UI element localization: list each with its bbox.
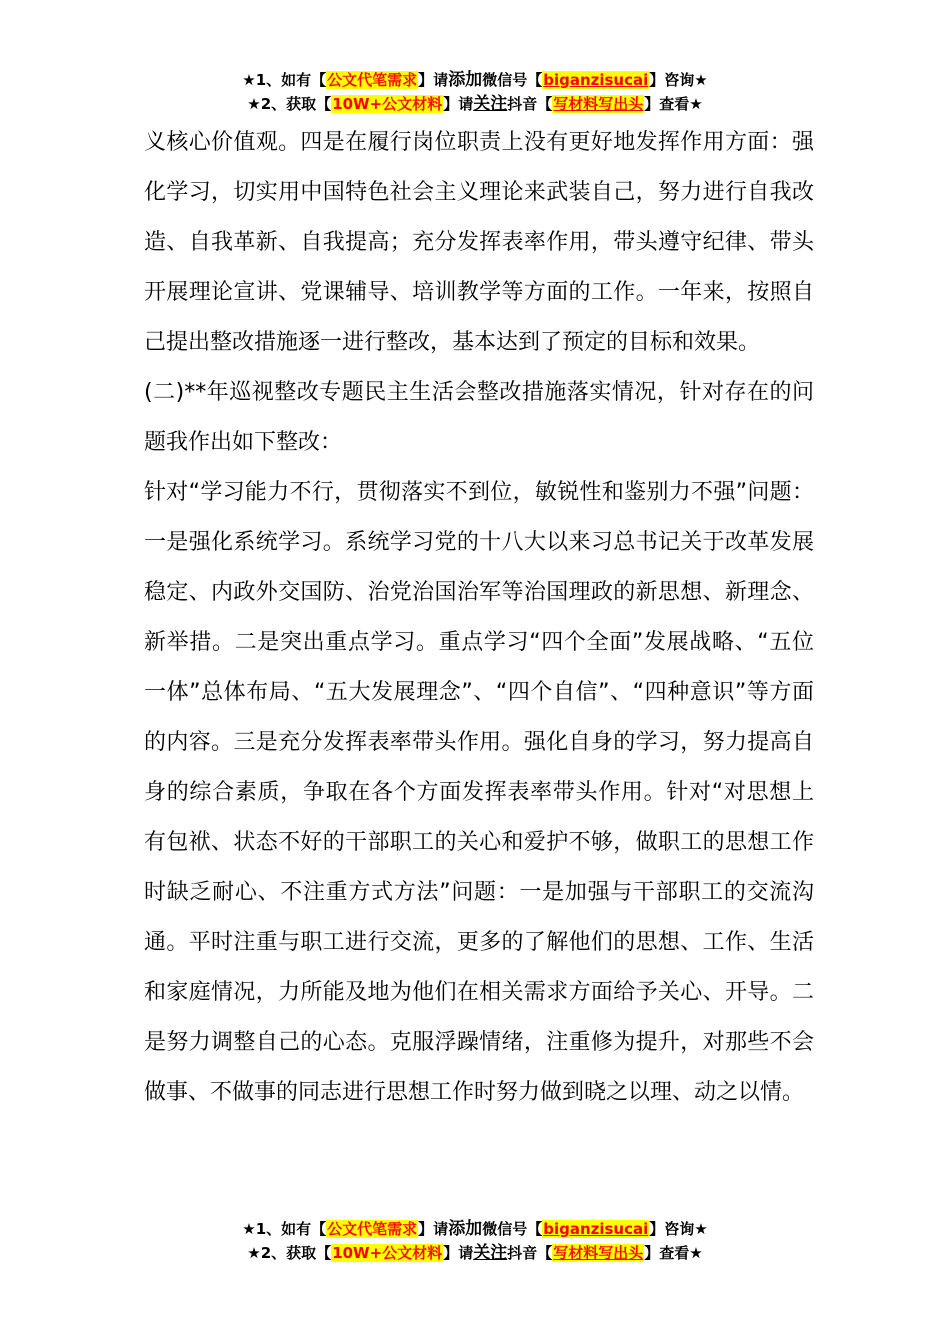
banner-line-2 — [0, 1241, 950, 1265]
banner-text: 】请 — [443, 1244, 474, 1262]
paragraph: 义核心价值观。四是在履行岗位职责上没有更好地发挥作用方面：强化学习，切实用中国特色社会主义理论来武装自己，努力进行自我改造、自我革新、自我提高；充分发挥表率作用，带头遵守纪律、带头开展理论宣讲、党课辅导、培训教学等方面的工作。一年来，按照自己提出整改措施逐一进行整改，基本达到了预定的目标和效果。 — [144, 130, 814, 355]
banner-text: 】请 — [418, 1220, 449, 1238]
banner-wechat-id: biganzisucai — [543, 71, 649, 89]
banner-line-1 — [0, 68, 950, 92]
banner-text: 】查看★ — [644, 1244, 703, 1262]
banner-emphasis: 关注 — [473, 94, 508, 114]
footer-banner — [0, 1217, 950, 1265]
banner-emphasis: 关注 — [473, 1243, 508, 1263]
banner-text: 抖音【 — [507, 95, 553, 113]
paragraph: 针对“学习能力不行，贯彻落实不到位，敏锐性和鉴别力不强”问题：一是强化系统学习。系统学习党的十八大以来习总书记关于改革发展稳定、内政外交国防、治党治国治军等治国理政的新思想、新理念、新举措。二是突出重点学习。重点学习“四个全面”发展战略、“五位一体”总体布局、“五大发展理念”、“四个自信”、“四种意识”等方面的内容。三是充分发挥表率带头作用。强化自身的学习，努力提高自身的综合素质，争取在各个方面发挥表率带头作用。针对“对思想上有包袱、状态不好的干部职工的关心和爱护不够，做职工的思想工作时缺乏耐心、不注重方式方法”问题：一是加强与干部职工的交流沟通。平时注重与职工进行交流，更多的了解他们的思想、工作、生活和家庭情况，力所能及地为他们在相关需求方面给予关心、开导。二是努力调整自己的心态。克服浮躁情绪，注重修为提升，对那些不会做事、不做事的同志进行思想工作时努力做到晓之以理、动之以情。 — [144, 480, 814, 1105]
banner-text: ★2、获取【 — [247, 95, 332, 113]
banner-highlight: 10W+公文材料 — [332, 1244, 443, 1262]
banner-text: 】查看★ — [644, 95, 703, 113]
banner-douyin-name: 写材料写出头 — [553, 1244, 644, 1262]
banner-text: 】咨询★ — [649, 71, 708, 89]
banner-emphasis: 添加 — [448, 1219, 483, 1239]
banner-wechat-id: biganzisucai — [543, 1220, 649, 1238]
banner-line-2 — [0, 92, 950, 116]
document-body — [144, 118, 814, 1118]
banner-text: ★1、如有【 — [242, 1220, 327, 1238]
banner-line-1 — [0, 1217, 950, 1241]
banner-emphasis: 添加 — [448, 70, 483, 90]
banner-text: ★1、如有【 — [242, 71, 327, 89]
banner-highlight: 10W+公文材料 — [332, 95, 443, 113]
banner-text: 抖音【 — [507, 1244, 553, 1262]
banner-text: 】请 — [418, 71, 449, 89]
paragraph: (二)**年巡视整改专题民主生活会整改措施落实情况，针对存在的问题我作出如下整改： — [144, 380, 814, 455]
banner-text: 】咨询★ — [649, 1220, 708, 1238]
banner-text: 微信号【 — [482, 1220, 543, 1238]
banner-douyin-name: 写材料写出头 — [553, 95, 644, 113]
banner-text: 微信号【 — [482, 71, 543, 89]
banner-text: ★2、获取【 — [247, 1244, 332, 1262]
banner-highlight: 公文代笔需求 — [327, 1220, 418, 1238]
banner-highlight: 公文代笔需求 — [327, 71, 418, 89]
header-banner — [0, 68, 950, 116]
banner-text: 】请 — [443, 95, 474, 113]
